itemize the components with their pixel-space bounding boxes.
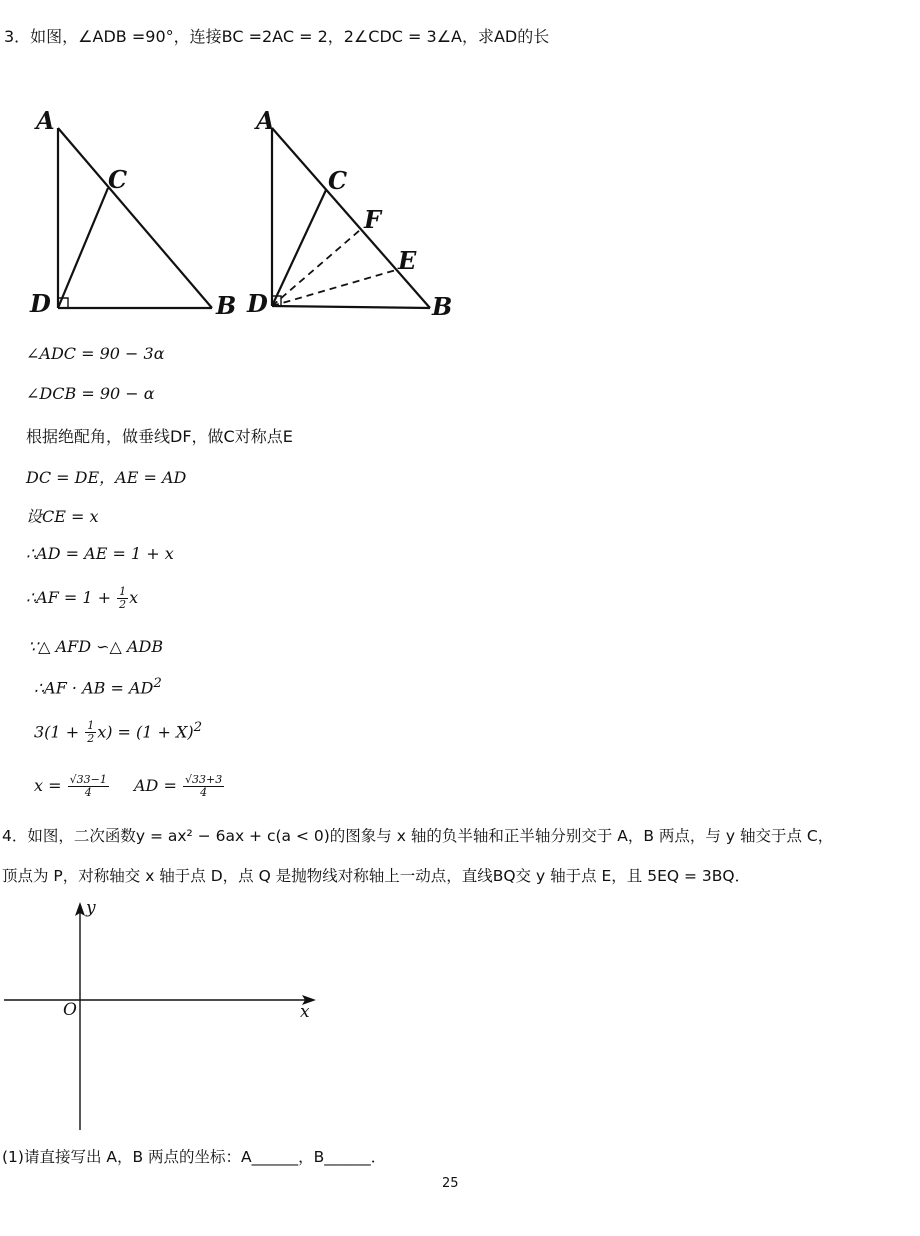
step7-prefix: ∴AF = 1 + xyxy=(26,588,117,607)
step9-superscript: 2 xyxy=(153,676,162,691)
fig1-label-a: A xyxy=(36,106,55,135)
solution-step-3: 根据绝配角，做垂线DF，做C对称点E xyxy=(26,427,293,446)
step7-suffix: x xyxy=(129,588,139,607)
step10-superscript: 2 xyxy=(193,720,203,735)
solution-step-2: ∠DCB = 90 − α xyxy=(26,384,155,403)
fig2-label-c: C xyxy=(328,166,348,195)
step7-fraction xyxy=(117,586,128,611)
solution-step-10 xyxy=(34,720,202,745)
step10-numerator: 1 xyxy=(87,719,95,733)
step11-ad-denominator: 4 xyxy=(200,786,208,799)
origin-label: O xyxy=(63,1000,77,1020)
solution-step-8: ∵△ AFD ∽△ ADB xyxy=(28,637,164,656)
sub-question-1: (1)请直接写出 A，B 两点的坐标：A______，B______． xyxy=(2,1148,387,1166)
question-3-title: 3．如图，∠ADB =90°，连接BC =2AC = 2，2∠CDC = 3∠A，求AD的长 xyxy=(4,27,550,46)
fig2-segment-ab xyxy=(272,128,430,308)
figure-1 xyxy=(30,108,240,318)
figure-2 xyxy=(250,108,460,318)
fig2-label-d: D xyxy=(247,289,268,318)
step10-middle: x) = (1 + X) xyxy=(97,722,194,742)
fig2-segment-db xyxy=(272,306,430,308)
fig2-segment-dc xyxy=(272,190,326,306)
fig1-label-b: B xyxy=(216,291,237,320)
x-axis-label: x xyxy=(300,1002,310,1022)
page-number: 25 xyxy=(442,1176,459,1191)
solution-step-7 xyxy=(26,586,138,611)
fig1-segment-dc xyxy=(58,188,108,308)
solution-step-4: DC = DE，AE = AD xyxy=(26,468,187,487)
solution-step-9 xyxy=(34,676,162,697)
question-4-line-1: 4．如图，二次函数y = ax² − 6ax + c(a < 0)的图象与 x 轴的负半轴和正半轴分别交于 A，B 两点，与 y 轴交于点 C， xyxy=(2,827,834,845)
step10-fraction xyxy=(85,720,96,745)
fig2-label-f: F xyxy=(364,205,382,234)
step11-ad-fraction xyxy=(183,774,224,799)
fig2-dashed-df xyxy=(272,230,360,306)
step7-denominator: 2 xyxy=(119,598,127,611)
question-4-line-2: 顶点为 P，对称轴交 x 轴于点 D，点 Q 是抛物线对称轴上一动点，直线BQ交 y 轴于点 E，且 5EQ = 3BQ． xyxy=(2,867,751,885)
step11-x-numerator: √33−1 xyxy=(69,773,107,786)
solution-step-11-ad xyxy=(134,774,225,799)
step7-numerator: 1 xyxy=(119,585,127,598)
fig2-label-b: B xyxy=(432,292,453,321)
fig2-label-a: A xyxy=(256,106,275,135)
fig1-label-d: D xyxy=(30,289,51,318)
fig2-label-e: E xyxy=(398,246,417,275)
step11-x-fraction xyxy=(68,774,109,799)
fig1-segment-ab xyxy=(58,128,212,308)
solution-step-6: ∴AD = AE = 1 + x xyxy=(26,544,174,563)
step11-x-denominator: 4 xyxy=(84,786,92,799)
step11-ad-numerator: √33+3 xyxy=(184,773,223,786)
solution-step-11-x xyxy=(34,774,110,799)
solution-step-1: ∠ADC = 90 − 3α xyxy=(26,344,165,363)
step11-x-prefix: x = xyxy=(34,776,67,795)
fig2-dashed-de xyxy=(272,270,396,306)
step10-denominator: 2 xyxy=(87,732,95,746)
step11-ad-prefix: AD = xyxy=(134,776,182,795)
solution-step-5: 设CE = x xyxy=(26,507,99,526)
coordinate-axes xyxy=(0,896,330,1136)
fig1-label-c: C xyxy=(108,165,128,194)
y-axis-label: y xyxy=(86,898,96,918)
step10-prefix: 3(1 + xyxy=(34,722,85,742)
step9-text: ∴AF · AB = AD xyxy=(34,678,154,698)
